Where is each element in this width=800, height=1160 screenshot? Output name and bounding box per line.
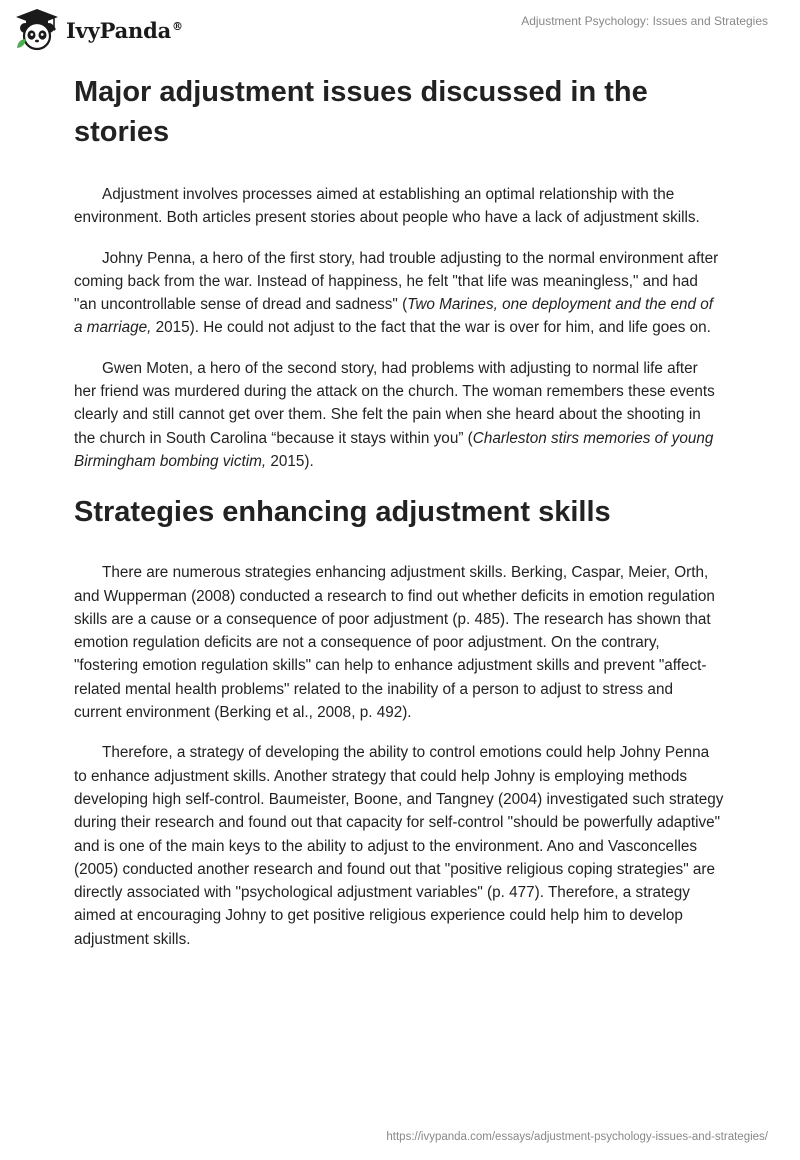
paragraph-emotion-regulation: There are numerous strategies enhancing adjustment skills. Berking, Caspar, Meier, Orth, and Wupperman (2008) conducted a research to find out whether deficits in emotion regulation skills are a cause or a consequence of poor adjustment (p. 485). The research has shown that emotion regulation deficits are not a consequence of poor adjustment. On the contrary, "fostering emotion regulation skills" can help to enhance adjustment skills and prevent "affect-related mental health problems" related to the inability of a person to adjust to stress and current environment (Berking et al., 2008, p. 492). — [74, 564, 715, 722]
citation-two-marines: Two Marines, one deployment and the end of a marriage, — [74, 296, 714, 337]
paragraph-text: 2015). He could not adjust to the fact that the war is over for him, and life goes on. — [151, 319, 711, 337]
paragraph-text: 2015). — [266, 452, 314, 470]
essay-content — [74, 72, 724, 951]
paragraph-gwen-moten — [74, 357, 724, 473]
registered-mark: ® — [172, 19, 183, 33]
panda-graduate-icon — [14, 8, 60, 52]
citation-charleston: Charleston stirs memories of young Birmingham bombing victim, — [74, 429, 714, 470]
paragraph-text: Gwen Moten, a hero of the second story, had problems with adjusting to normal life after her friend was murdered during the attack on the church. The woman remembers these events clearly and still cannot get over them. She felt the pain when she heard about the shooting in the church in South Carolina “because it stays within you” ( — [74, 359, 715, 447]
paragraph-johny-penna — [74, 247, 724, 340]
ivypanda-logo[interactable] — [14, 8, 183, 52]
footer-source-url[interactable]: https://ivypanda.com/essays/adjustment-psychology-issues-and-strategies/ — [386, 1131, 768, 1143]
heading-major-adjustment-issues: Major adjustment issues discussed in the stories — [74, 76, 648, 148]
document-title: Adjustment Psychology: Issues and Strategies — [521, 14, 768, 28]
paragraph-adjustment-intro: Adjustment involves processes aimed at establishing an optimal relationship with the environment. Both articles present stories about people who have a lack of adjustment skills. — [74, 186, 700, 227]
page-header — [0, 0, 800, 60]
paragraph-self-control: Therefore, a strategy of developing the ability to control emotions could help Johny Penna to enhance adjustment skills. Another strategy that could help Johny is employing methods developing high self-control. Baumeister, Boone, and Tangney (2004) investigated such strategy during their research and found out that capacity for self-control "should be powerfully adaptive" and is one of the main keys to the ability to adjust to the environment. Ano and Vasconcelles (2005) conducted another research and found out that "positive religious coping strategies" are directly associated with "psychological adjustment variables" (p. 477). Therefore, a strategy aimed at encouraging Johny to get positive religious experience could help him to develop adjustment skills. — [74, 744, 724, 948]
logo-text: IvyPanda® — [66, 17, 183, 43]
paragraph-text: Johny Penna, a hero of the first story, had trouble adjusting to the normal environment after coming back from the war. Instead of happiness, he felt "that life was meaningless," and had "an uncontrollable sense of dread and sadness" ( — [74, 249, 719, 314]
heading-strategies: Strategies enhancing adjustment skills — [74, 496, 611, 529]
